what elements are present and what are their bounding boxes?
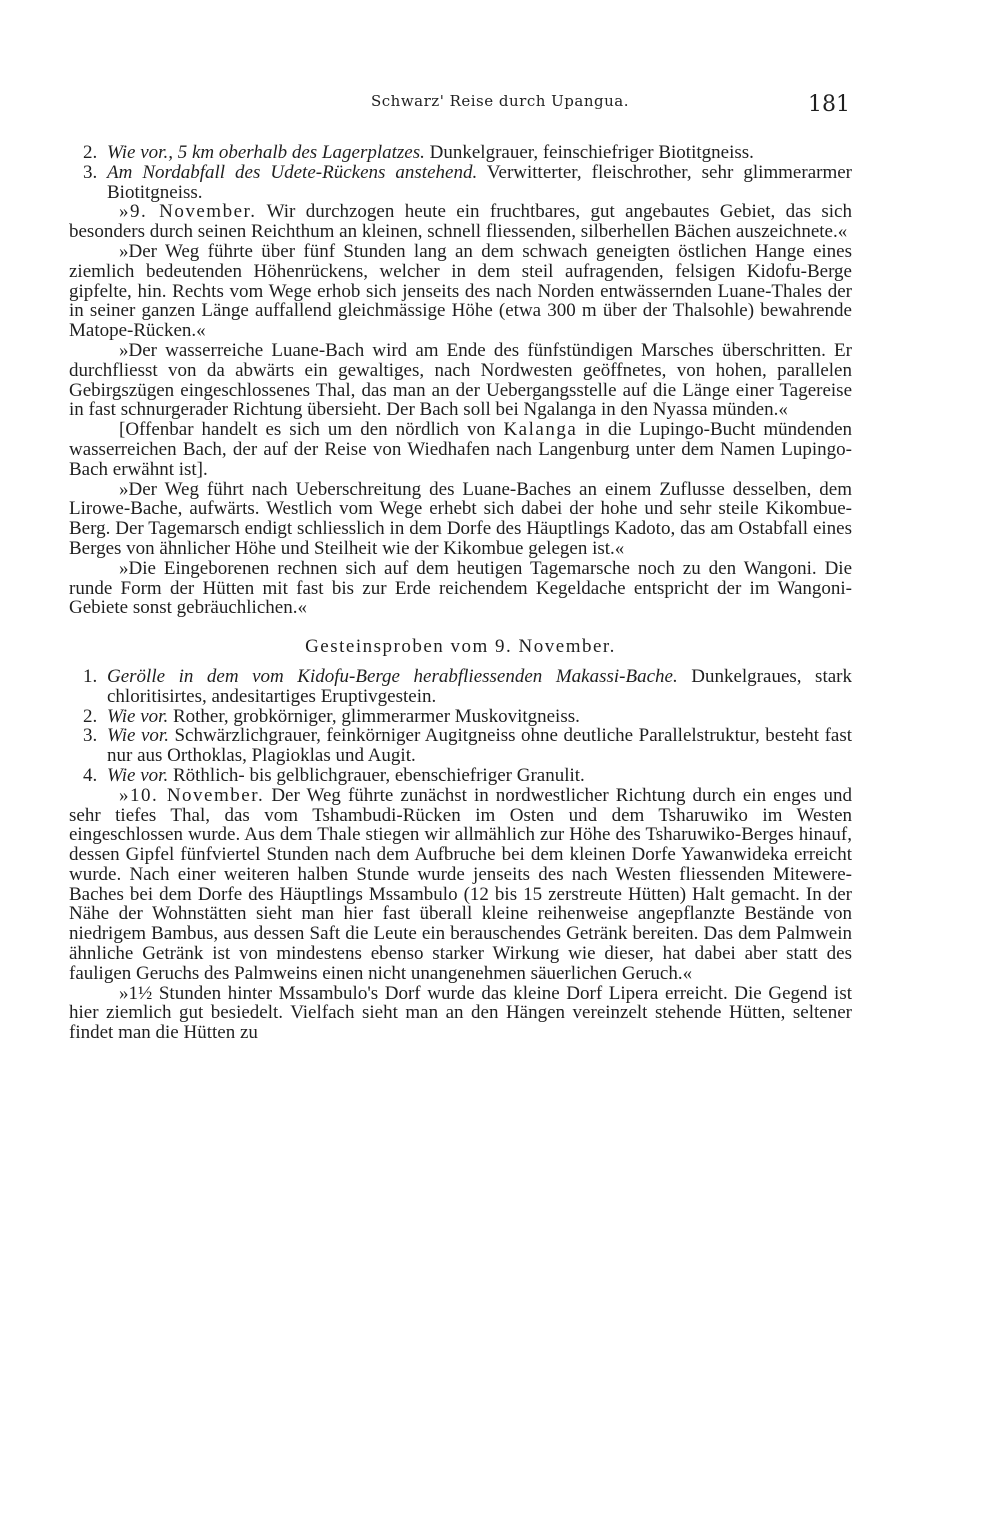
item-description: Rother, grobkörniger, glimmerarmer Muskovitgneiss.	[172, 705, 580, 727]
item-description: Schwärzlichgrauer, feinkörniger Augitgneiss ohne deutliche Parallelstruktur, besteht fast nur aus Orthoklas, Plagioklas und Augit.	[107, 725, 853, 767]
list-item	[69, 143, 852, 163]
list-item	[69, 163, 852, 203]
item-number: 3.	[83, 725, 98, 747]
list-item	[69, 726, 852, 766]
item-number: 2.	[83, 705, 98, 727]
paragraph	[69, 202, 852, 242]
item-number: 3.	[83, 161, 98, 183]
paragraph: »1½ Stunden hinter Mssambulo's Dorf wurde das kleine Dorf Lipera erreicht. Die Gegend ist hier ziemlich gut besiedelt. Vielfach sieht man an den Hängen vereinzelt stehende Hütten, seltener findet man die Hütten zu	[69, 982, 852, 1044]
paragraph: »Der wasserreiche Luane-Bach wird am Ende des fünfstündigen Marsches überschritten. Er durchfliesst von da abwärts ein gewaltiges, nach Nordwesten geöffnetes, von hohen, parallelen Gebirgszügen eingeschlossenes Thal, das man an der Uebergangsstelle auf die Länge einer Tagereise in fast schnurgerader Richtung übersieht. Der Bach soll bei Ngalanga in den Nyassa münden.«	[69, 339, 852, 421]
paragraph: »Der Weg führte über fünf Stunden lang an dem schwach geneigten östlichen Hange eines ziemlich bedeutenden Höhenrückens, welcher in dem steil aufragenden, felsigen Kidofu-Berge gipfelte, hin. Rechts vom Wege erhob sich jenseits des nach Norden entwässernden Luane-Thales der in seiner ganzen Länge auffallend gleichmässige Höhe (etwa 300 m über der Thalsohle) bewahrende Matope-Rücken.«	[69, 240, 852, 342]
item-location: Gerölle in dem vom Kidofu-Berge herabfliessenden Makassi-Bache.	[107, 665, 678, 687]
item-number: 4.	[83, 764, 98, 786]
paragraph-text: Wir durchzogen heute ein fruchtbares, gut angebautes Gebiet, das sich besonders durch seinen Reichthum an kleinen, schnell fliessenden, silberhellen Bächen auszeichnete.«	[69, 201, 852, 243]
item-number: 1.	[83, 665, 98, 687]
paragraph	[69, 420, 852, 479]
item-location: Am Nordabfall des Udete-Rückens anstehend.	[107, 161, 478, 183]
paragraph	[69, 786, 852, 984]
list-item	[69, 707, 852, 727]
paragraph: »Der Weg führt nach Ueberschreitung des Luane-Baches an einem Zuflusse desselben, dem Lirowe-Bache, aufwärts. Westlich vom Wege erhebt sich dabei der hohe und sehr steile Kikombue-Berg. Der Tagemarsch endigt schliesslich in dem Dorfe des Häuptlings Kadoto, das am Ostabfall eines Berges von ähnlicher Höhe und Steilheit wie der Kikombue gelegen ist.«	[69, 478, 852, 559]
paragraph-text: [Offenbar handelt es sich um den nördlich von	[119, 419, 496, 441]
item-description: Dunkelgraues, stark chloritisirtes, andesitartiges Eruptivgestein.	[107, 665, 852, 707]
running-head: Schwarz' Reise durch Upangua.	[371, 92, 629, 110]
item-location: Wie vor.	[107, 705, 169, 727]
paragraph: »Die Eingeborenen rechnen sich auf dem heutigen Tagemarsche noch zu den Wangoni. Die runde Form der Hütten mit fast bis zur Erde reichendem Kegeldache entspricht der im Wangoni-Gebiete sonst gebräuchlichen.«	[69, 557, 852, 619]
paragraph-text: Der Weg führte zunächst in nordwestlicher Richtung durch ein enges und sehr tiefes Thal, das vom Tshambudi-Rücken im Osten und dem Tsharuwiko im Westen eingeschlossen wurde. Aus dem Thale stiegen wir allmählich zur Höhe des Tsharuwiko-Berges hinauf, dessen Gipfel fünfviertel Stunden nach dem Aufbruche bei dem kleinen Dorfe Yawanwideka erreicht wurde. Nach einer weiteren halben Stunde wurde jenseits des nach Westen fliessenden Mitewere-Baches bei dem Dorfe des Häuptlings Mssambulo (12 bis 15 zerstreute Hütten) Halt gemacht. In der Nähe der Wohnstätten sieht man hier fast überall kleine reihenweise angepflanzte Bestände von niedrigem Bambus, aus dessen Saft die Leute ein berauschendes Getränk bereiten. Das dem Palmwein ähnliche Getränk ist von mindestens ebenso starker Wirkung wie dieser, hat dabei aber statt des fauligen Geruchs des Palmweins einen nicht unangenehmen säuerlichen Geruch.«	[69, 784, 852, 984]
paragraph-text: in die Lupingo-Bucht mündenden wasserreichen Bach, der auf der Reise von Wiedhafen nach Langenburg unter dem Namen Lupingo-Bach erwähnt ist].	[69, 419, 852, 480]
list-item	[69, 766, 852, 786]
list-item	[69, 667, 852, 707]
item-description: Verwitterter, fleischrother, sehr glimmerarmer Biotitgneiss.	[107, 161, 852, 203]
body-text	[69, 143, 852, 1043]
page-number: 181	[808, 92, 850, 117]
item-description: Röthlich- bis gelblichgrauer, ebenschiefriger Granulit.	[172, 764, 585, 786]
place-name: Kalanga	[503, 419, 578, 441]
date-label: »10. November.	[119, 784, 265, 806]
date-label: »9. November.	[119, 201, 257, 223]
section-heading: Gesteinsproben vom 9. November.	[305, 636, 616, 658]
item-location: Wie vor.	[107, 725, 169, 747]
item-location: Wie vor., 5 km oberhalb des Lagerplatzes.	[107, 142, 425, 163]
item-description: Dunkelgrauer, feinschiefriger Biotitgneiss.	[429, 142, 754, 163]
item-location: Wie vor.	[107, 764, 169, 786]
item-number: 2.	[83, 142, 98, 163]
